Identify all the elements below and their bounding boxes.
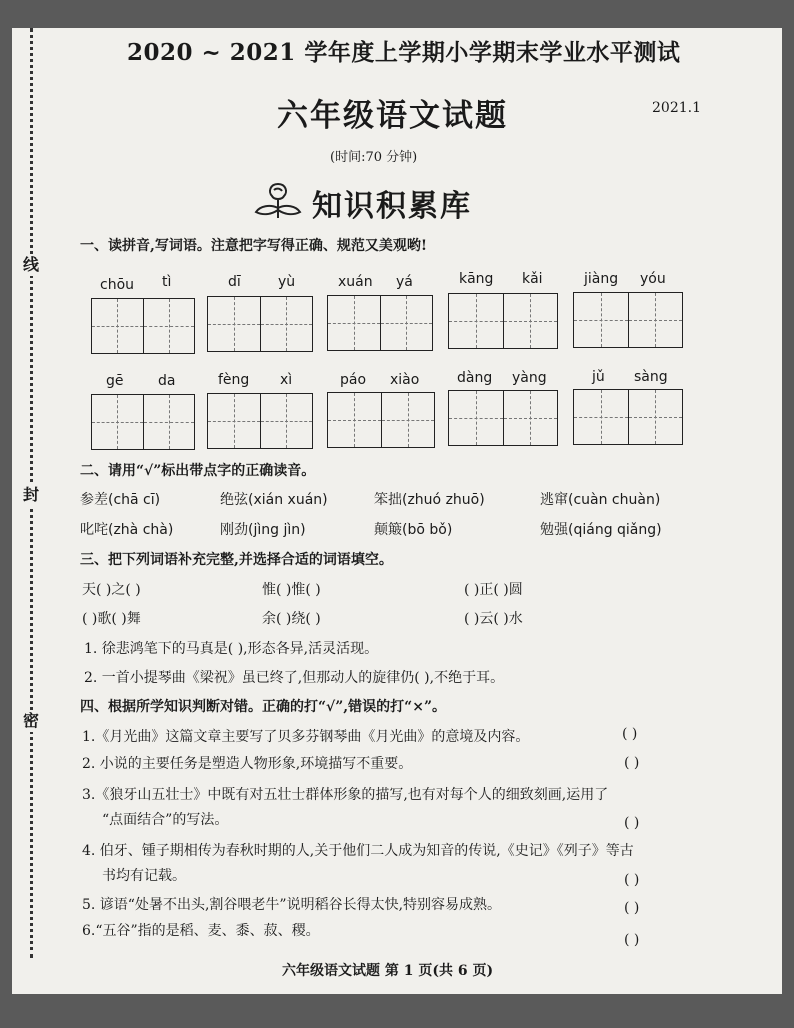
- pinyin: yàng: [512, 370, 547, 386]
- pinyin: dàng: [457, 370, 493, 386]
- writing-box[interactable]: [573, 389, 683, 445]
- margin-char-bottom: 密: [18, 710, 44, 732]
- section1-heading: 一、读拼音,写词语。注意把字写得正确、规范又美观哟!: [80, 238, 428, 254]
- reading-word: 绝弦: [220, 492, 248, 508]
- fill-idiom[interactable]: ( )正( )圆: [464, 582, 523, 598]
- reading-word: 颠簸: [374, 522, 402, 538]
- pinyin: xiào: [390, 372, 420, 388]
- exam-date: 2021.1: [652, 100, 701, 116]
- section3-heading: 三、把下列词语补充完整,并选择合适的词语填空。: [80, 552, 393, 568]
- exam-title: 2020 ~ 2021 学年度上学期小学期末学业水平测试: [127, 39, 681, 66]
- judge-item-continued: “点面结合”的写法。: [102, 812, 229, 828]
- rose-icon: [252, 178, 304, 226]
- writing-box[interactable]: [207, 393, 313, 449]
- pinyin: gē: [106, 373, 124, 389]
- margin-char-top: 线: [18, 254, 44, 276]
- reading-options[interactable]: (zhà chà): [108, 522, 174, 538]
- reading-word: 勉强: [540, 522, 568, 538]
- writing-box[interactable]: [91, 298, 195, 354]
- section2-heading: 二、请用“√”标出带点字的正确读音。: [80, 463, 316, 479]
- pinyin: sàng: [634, 369, 668, 385]
- reading-options[interactable]: (xián xuán): [248, 492, 328, 508]
- reading-options[interactable]: (bō bǒ): [402, 522, 453, 538]
- margin-char-middle: 封: [18, 484, 44, 506]
- judge-item-continued: 书均有记载。: [102, 868, 186, 884]
- exam-subtitle: 六年级语文试题: [277, 98, 508, 134]
- pinyin: tì: [162, 274, 172, 290]
- reading-item: [80, 519, 173, 539]
- pinyin: jiàng: [584, 271, 619, 287]
- fill-idiom[interactable]: ( )歌( )舞: [82, 611, 141, 627]
- section-banner: 知识积累库: [312, 189, 472, 224]
- pinyin: yá: [396, 274, 413, 290]
- fill-idiom[interactable]: ( )云( )水: [464, 611, 523, 627]
- writing-box[interactable]: [448, 293, 558, 349]
- pinyin: xì: [280, 372, 293, 388]
- writing-box[interactable]: [327, 392, 435, 448]
- fill-sentence[interactable]: 1. 徐悲鸿笔下的马真是( ),形态各异,活灵活现。: [84, 641, 379, 657]
- reading-word: 刚劲: [220, 522, 248, 538]
- pinyin: chōu: [100, 277, 135, 293]
- writing-box[interactable]: [91, 394, 195, 450]
- page-footer: 六年级语文试题 第 1 页(共 6 页): [282, 963, 494, 979]
- writing-box[interactable]: [448, 390, 558, 446]
- pinyin: páo: [340, 372, 367, 388]
- fill-idiom[interactable]: 天( )之( ): [82, 582, 141, 598]
- pinyin: xuán: [338, 274, 373, 290]
- answer-blank[interactable]: ( ): [622, 726, 638, 742]
- reading-word: 参差: [80, 492, 108, 508]
- pinyin: jǔ: [592, 369, 605, 385]
- exam-duration: (时间:70 分钟): [330, 150, 418, 165]
- reading-options[interactable]: (chā cī): [108, 492, 161, 508]
- reading-item: [220, 489, 328, 509]
- judge-item: 3.《狼牙山五壮士》中既有对五壮士群体形象的描写,也有对每个人的细致刻画,运用了: [82, 787, 609, 803]
- answer-blank[interactable]: ( ): [624, 900, 640, 916]
- writing-box[interactable]: [207, 296, 313, 352]
- reading-word: 叱咤: [80, 522, 108, 538]
- reading-item: [374, 489, 485, 509]
- reading-item: [540, 519, 662, 539]
- reading-options[interactable]: (jìng jìn): [248, 522, 306, 538]
- reading-item: [80, 489, 160, 509]
- judge-item: 6.“五谷”指的是稻、麦、黍、菽、稷。: [82, 923, 320, 939]
- exam-paper: [12, 28, 782, 994]
- answer-blank[interactable]: ( ): [624, 932, 640, 948]
- pinyin: yù: [278, 274, 296, 290]
- pinyin: dī: [228, 274, 241, 290]
- answer-blank[interactable]: ( ): [624, 815, 640, 831]
- answer-blank[interactable]: ( ): [624, 872, 640, 888]
- pinyin: fèng: [218, 372, 250, 388]
- reading-options[interactable]: (qiáng qiǎng): [568, 522, 662, 538]
- pinyin: da: [158, 373, 176, 389]
- section4-heading: 四、根据所学知识判断对错。正确的打“√”,错误的打“×”。: [80, 699, 447, 715]
- judge-item: 1.《月光曲》这篇文章主要写了贝多芬钢琴曲《月光曲》的意境及内容。: [82, 729, 530, 745]
- reading-options[interactable]: (zhuó zhuō): [402, 492, 485, 508]
- answer-blank[interactable]: ( ): [624, 755, 640, 771]
- reading-item: [374, 519, 452, 539]
- pinyin: kǎi: [522, 271, 543, 287]
- fill-sentence[interactable]: 2. 一首小提琴曲《梁祝》虽已终了,但那动人的旋律仍( ),不绝于耳。: [84, 670, 505, 686]
- writing-box[interactable]: [573, 292, 683, 348]
- reading-word: 逃窜: [540, 492, 568, 508]
- fill-idiom[interactable]: 余( )绕( ): [262, 611, 321, 627]
- writing-box[interactable]: [327, 295, 433, 351]
- judge-item: 2. 小说的主要任务是塑造人物形象,环境描写不重要。: [82, 756, 413, 772]
- judge-item: 5. 谚语“处暑不出头,割谷喂老牛”说明稻谷长得太快,特别容易成熟。: [82, 897, 502, 913]
- reading-item: [220, 519, 306, 539]
- reading-options[interactable]: (cuàn chuàn): [568, 492, 661, 508]
- pinyin: kāng: [459, 271, 494, 287]
- pinyin: yóu: [640, 271, 666, 287]
- judge-item: 4. 伯牙、锺子期相传为春秋时期的人,关于他们二人成为知音的传说,《史记》《列子》等古: [82, 843, 634, 859]
- fill-idiom[interactable]: 惟( )惟( ): [262, 582, 321, 598]
- reading-word: 笨拙: [374, 492, 402, 508]
- reading-item: [540, 489, 660, 509]
